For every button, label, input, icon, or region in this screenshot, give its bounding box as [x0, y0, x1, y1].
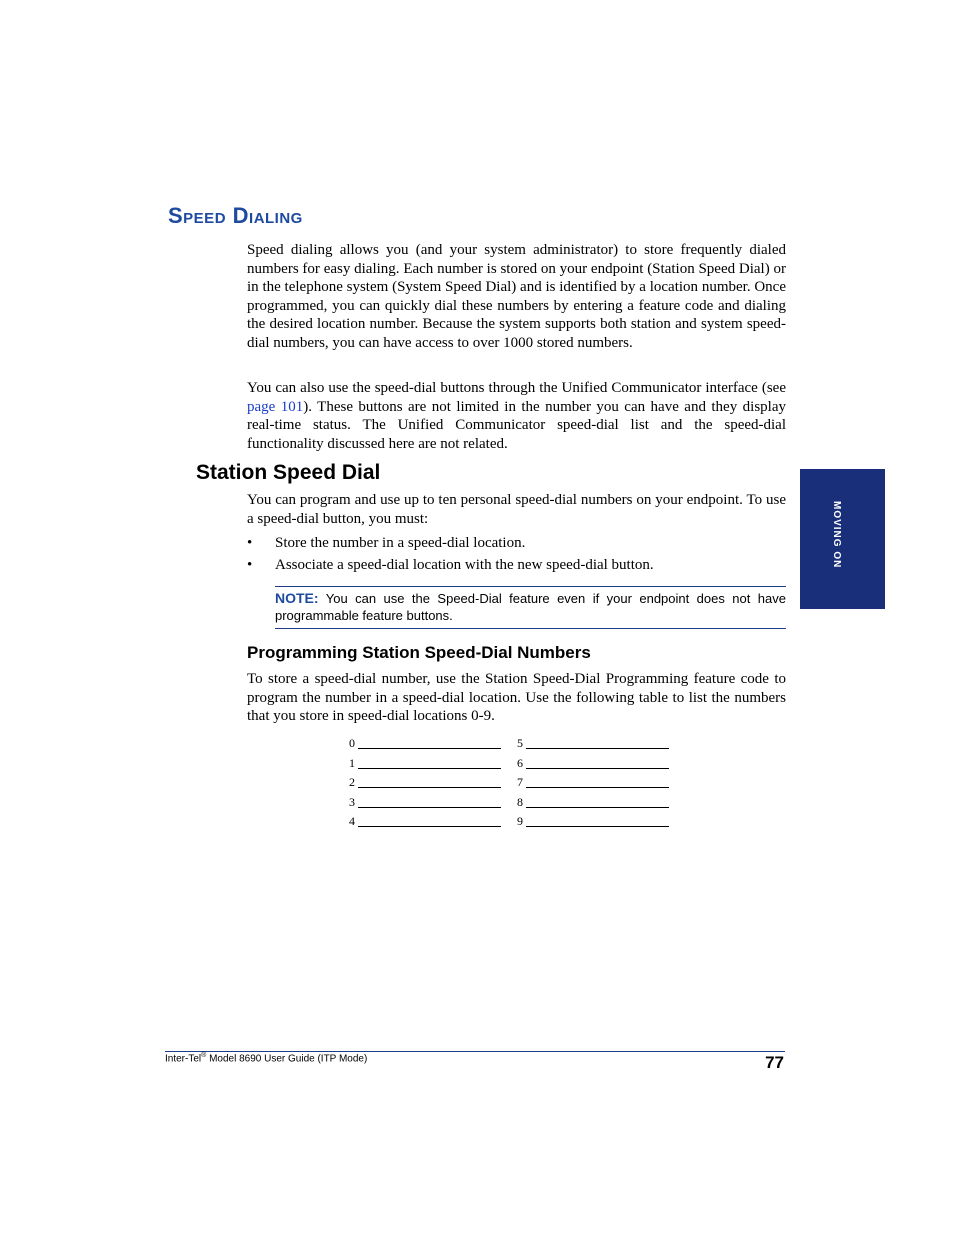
bullet-icon: • [247, 535, 253, 551]
bullet-text: Store the number in a speed-dial location. [275, 535, 526, 551]
fill-in-line [358, 807, 501, 808]
registered-mark: ® [201, 1052, 207, 1059]
chapter-side-tab [800, 469, 885, 609]
uc-paragraph [247, 379, 786, 453]
bullet-text: Associate a speed-dial location with the new speed-dial button. [275, 557, 654, 573]
fill-in-line [358, 768, 501, 769]
fill-in-line [526, 768, 669, 769]
location-number: 9 [517, 814, 523, 828]
location-number: 8 [517, 795, 523, 809]
bullet-icon: • [247, 557, 253, 573]
fill-in-line [526, 807, 669, 808]
fill-in-line [358, 826, 501, 827]
location-number: 0 [349, 736, 355, 750]
programming-heading: Programming Station Speed-Dial Numbers [247, 643, 591, 662]
note-top-rule [275, 586, 786, 587]
note-label: NOTE: [275, 590, 319, 606]
location-number: 6 [517, 756, 523, 770]
page-number: 77 [765, 1053, 784, 1072]
location-number: 1 [349, 756, 355, 770]
footer-guide-name: Model 8690 User Guide (ITP Mode) [206, 1053, 368, 1065]
station-speed-dial-heading: Station Speed Dial [196, 461, 381, 484]
footer-title [165, 1052, 367, 1064]
uc-paragraph-end: ). These buttons are not limited in the number you can have and they display real-time status. The Unified Communicator speed-dial list and the speed-dial functionality discussed here are not related. [247, 398, 786, 452]
fill-in-line [526, 748, 669, 749]
intro-paragraph: Speed dialing allows you (and your system administrator) to store frequently dialed numbers for easy dialing. Each number is stored on your endpoint (Station Speed Dial) or in the telephone system (System Speed Dial) and is identified by a location number. Once programmed, you can quickly dial these numbers by entering a feature code and dialing the desired location number. Because the system supports both station and system speed-dial numbers, you can have access to over 1000 stored numbers. [247, 242, 786, 351]
location-number: 7 [517, 775, 523, 789]
programming-paragraph: To store a speed-dial number, use the Station Speed-Dial Programming feature code to program the number in a speed-dial location. Use the following table to list the numbers that you store in speed-dial locations 0-9. [247, 671, 786, 725]
section-title: Speed Dialing [168, 203, 303, 228]
uc-paragraph-start: You can also use the speed-dial buttons through the Unified Communicator interface (see [247, 380, 786, 396]
note-bottom-rule [275, 628, 786, 629]
location-number: 2 [349, 775, 355, 789]
location-number: 5 [517, 736, 523, 750]
chapter-tab-label: MOVING ON [831, 501, 842, 569]
note-box [275, 590, 786, 624]
fill-in-line [526, 787, 669, 788]
footer-brand: Inter-Tel [165, 1053, 202, 1065]
fill-in-line [358, 748, 501, 749]
fill-in-line [358, 787, 501, 788]
location-number: 4 [349, 814, 355, 828]
station-paragraph: You can program and use up to ten personal speed-dial numbers on your endpoint. To use a speed-dial button, you must: [247, 492, 786, 527]
fill-in-line [526, 826, 669, 827]
location-number: 3 [349, 795, 355, 809]
page-101-link[interactable]: page 101 [247, 398, 304, 415]
note-text: You can use the Speed-Dial feature even if your endpoint does not have programmable feature buttons. [275, 591, 786, 623]
